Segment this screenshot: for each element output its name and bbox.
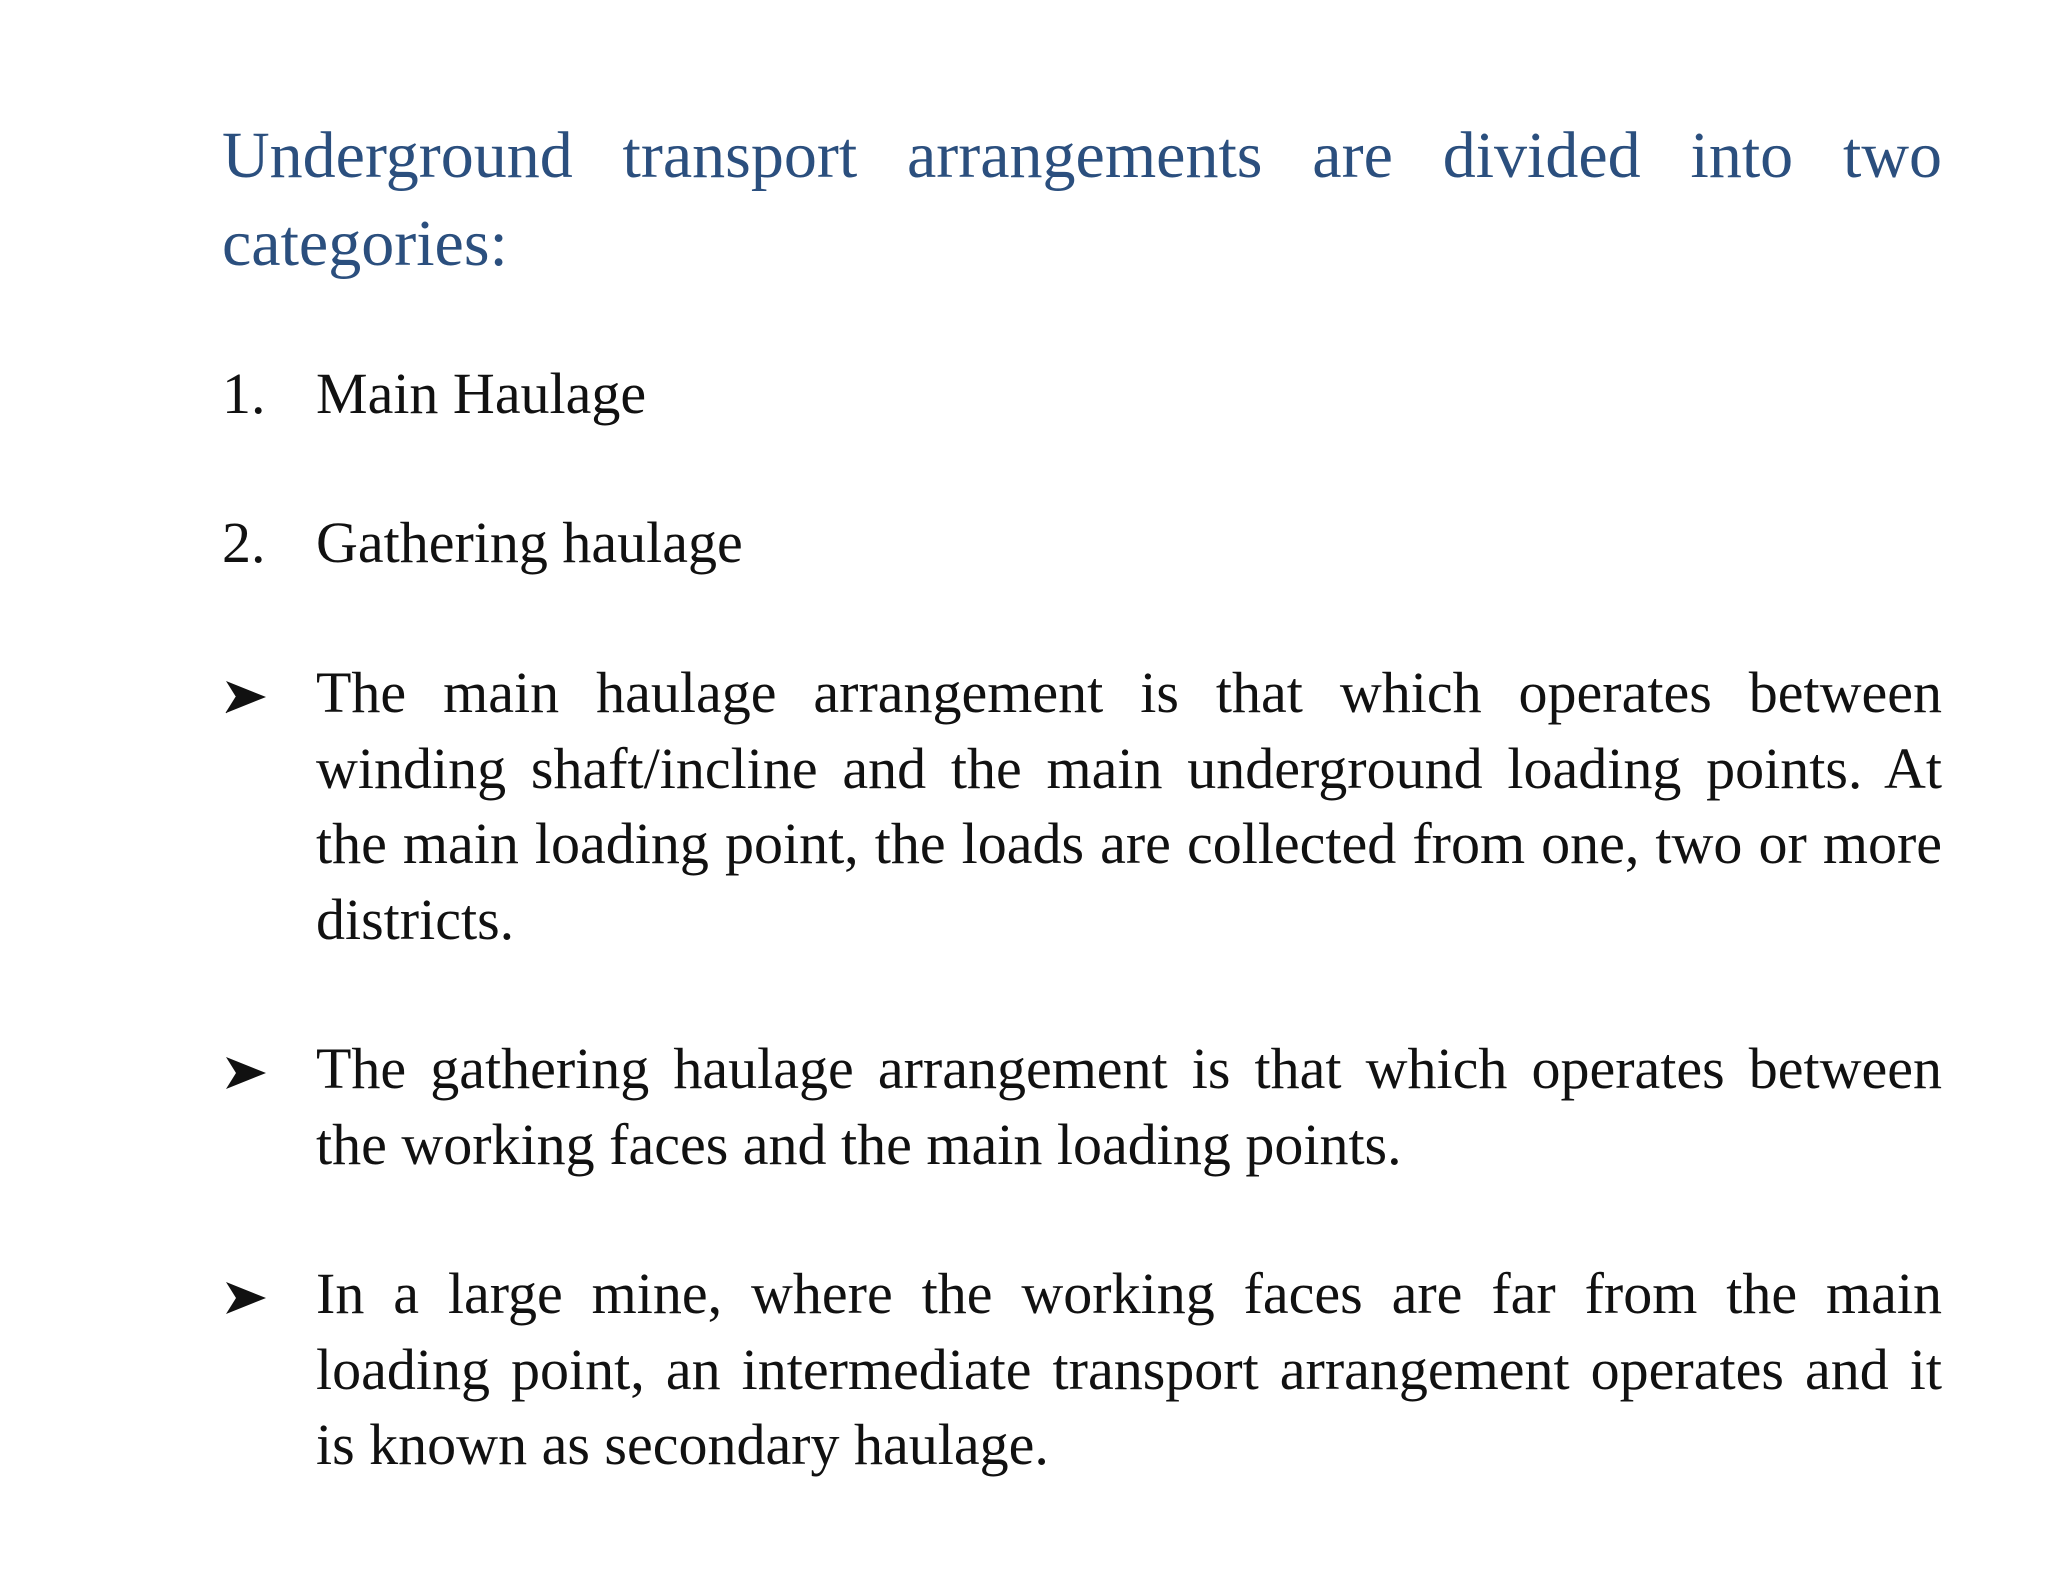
haulage-descriptions-list bbox=[222, 655, 1942, 1483]
haulage-categories-list bbox=[222, 356, 1942, 581]
list-item-text: Gathering haulage bbox=[316, 510, 743, 575]
slide-content bbox=[222, 112, 1942, 1483]
list-number: 1. bbox=[222, 361, 266, 426]
list-item-text: Main Haulage bbox=[316, 361, 647, 426]
bullet-text: The main haulage arrangement is that which operates between winding shaft/incline and the main underground loading points. At the main loading point, the loads are collected from one, two or more districts. bbox=[316, 660, 1942, 952]
arrowhead-bullet-icon bbox=[224, 679, 268, 715]
arrowhead-bullet-icon bbox=[224, 1055, 268, 1091]
bullet-item bbox=[222, 1256, 1942, 1483]
bullet-text: The gathering haulage arrangement is that which operates between the working faces and the main loading points. bbox=[316, 1036, 1942, 1177]
bullet-item bbox=[222, 1031, 1942, 1182]
bullet-text: In a large mine, where the working faces are far from the main loading point, an intermediate transport arrangement operates and it is known as secondary haulage. bbox=[316, 1261, 1942, 1477]
list-number: 2. bbox=[222, 510, 266, 575]
arrowhead-bullet-icon bbox=[224, 1280, 268, 1316]
list-item bbox=[222, 505, 1942, 581]
bullet-item bbox=[222, 655, 1942, 957]
list-item bbox=[222, 356, 1942, 432]
slide-heading: Underground transport arrangements are divided into two categories: bbox=[222, 119, 1942, 280]
